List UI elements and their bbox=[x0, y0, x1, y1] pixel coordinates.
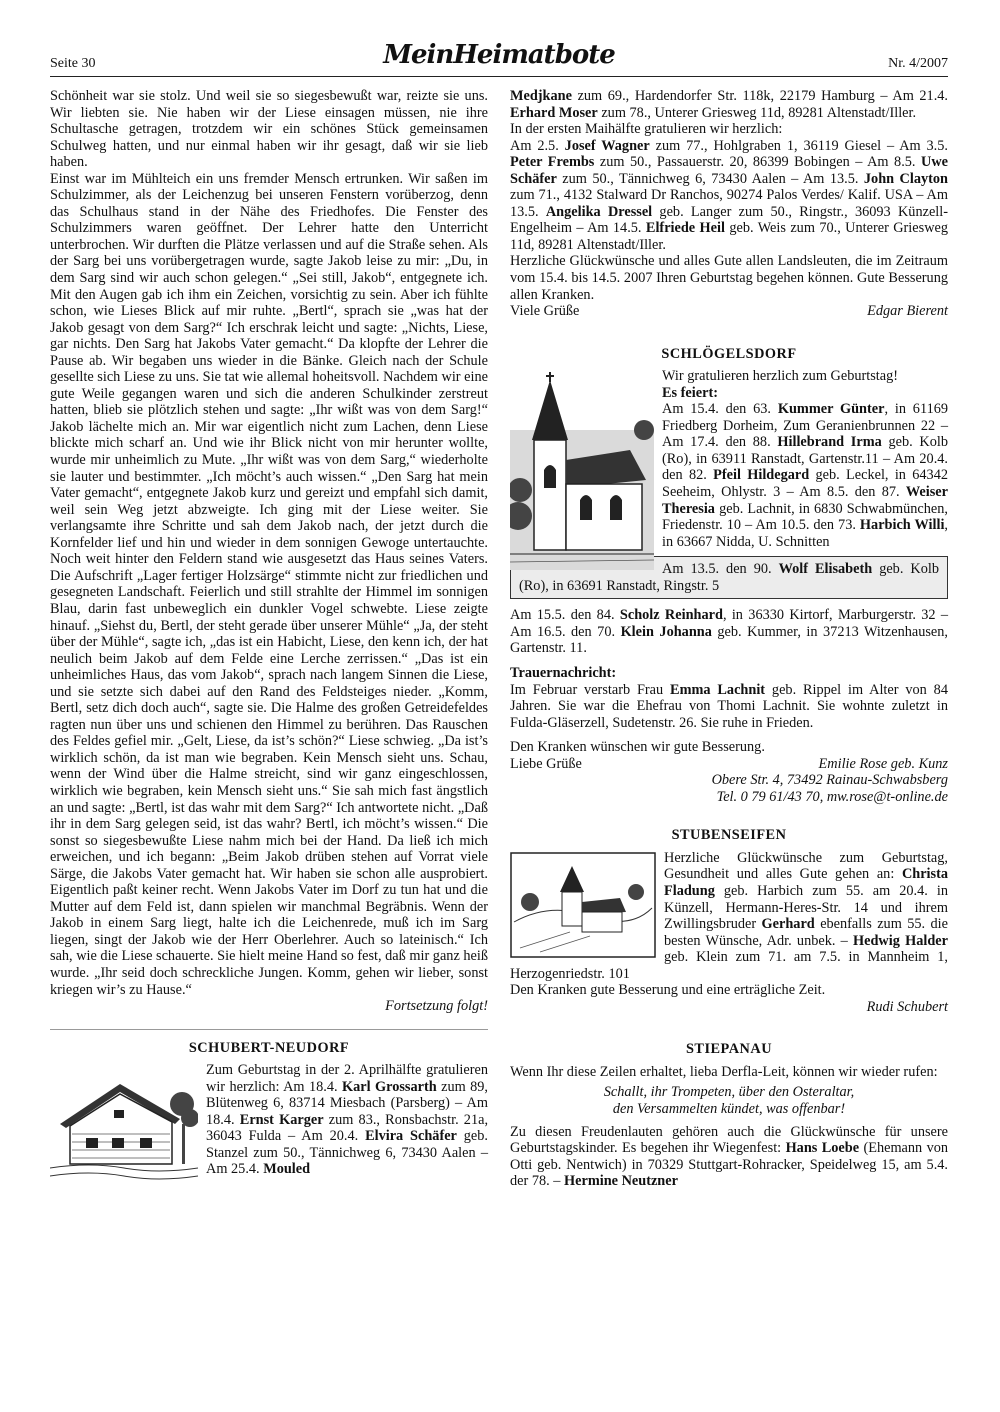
signature: Rudi Schubert bbox=[866, 998, 948, 1015]
continued-note: Fortsetzung folgt! bbox=[385, 998, 488, 1015]
page-header bbox=[50, 40, 948, 76]
section-heading-schloegelsdorf: SCHLÖGELSDORF bbox=[661, 345, 797, 362]
village-illustration bbox=[510, 852, 656, 958]
right-column bbox=[510, 88, 948, 1190]
church-illustration bbox=[510, 370, 654, 570]
story-paragraph: Schönheit war sie stolz. Und weil sie so siegesbewußt war, reizte sie uns. Wir liebten sie. Nie haben wir der Liese einsagen müssen, nie ihre Schultasche getragen, trotzdem wir ein schönes Stück gemeinsamen Schulweg hatten, und nur einmal haben wir ihr gesagt, daß wir sie lieb haben. bbox=[50, 88, 488, 171]
mourning-heading: Trauernachricht: bbox=[510, 664, 617, 681]
stubenseifen-text: Herzliche Glückwünsche zum Geburtstag, Gesundheit und alles Gute gehen an: Christa Fladung geb. Harbich zum 55. am 20.4. in Künzell, Hermann-Heres-Str. 14 und ihrem Zwillingsbruder Gerhard ebenfalls zum 55. die besten Wünsche, Adr. unbek. – Hedwig Halder geb. Klein zum 71. am 7.5. in Mannheim 1, Herzogenriedstr. 101 bbox=[510, 849, 949, 982]
section-heading-stiepanau: STIEPANAU bbox=[685, 1041, 773, 1058]
section-heading-stubenseifen: STUBENSEIFEN bbox=[671, 827, 787, 844]
signoff: Liebe Grüße Emilie Rose geb. Kunz bbox=[510, 755, 948, 772]
schloegelsdorf-text: Wir gratulieren herzlich zum Geburtstag! Es feiert: Am 15.4. den 63. Kummer Günter, in 61169 Friedberg Dorheim, Zum Geranienbrunnen 22 – Am 17.4. den 88. Hillebrand Irma geb. Kolb (Ro), in 63911 Ranstadt, Gartenstr.11 – Am 20.4. den 82. Pfeil Hildegard geb. Leckel, in 64342 Seeheim, Ohlystr. 3 – Am 8.5. den 87. Weiser Theresia geb. Lachnit, in 6830 Schwabmünchen, Friedenstr. 10 – Am 10.5. den 73. Harbich Willi, in 63667 Nidda, U. Schnitten bbox=[510, 368, 948, 550]
stiepanau-text: Zu diesen Freudenlauten gehören auch die Glückwünsche für unsere Geburtstagskinder. Es begehen ihr Wiegenfest: Hans Loebe (Ehemann von Otti geb. Nentwich) in 70329 Stuttgart-Rohracker, Speidelweg 15, am 5.4. der 78. – Hermine Neutzner bbox=[510, 1123, 949, 1190]
section-divider bbox=[50, 1029, 488, 1030]
schloegelsdorf-text-continued: Am 15.5. den 84. Scholz Reinhard, in 36330 Kirtorf, Marburgerstr. 32 – Am 16.5. den 70. Klein Johanna geb. Kummer, in 37213 Witzenhausen, Gartenstr. 11. bbox=[510, 607, 949, 657]
verse: Schallt, ihr Trompeten, über den Osteraltar, den Versammelten kündet, was offenbar! bbox=[603, 1084, 855, 1117]
issue-number: Nr. 4/2007 bbox=[888, 56, 948, 71]
stubenseifen-wishes: Den Kranken gute Besserung und eine erträgliche Zeit. bbox=[510, 982, 826, 999]
schubert-neudorf-text: Zum Geburtstag in der 2. Aprilhälfte gratulieren wir herzlich: Am 18.4. Karl Grossarth zum 89, Blütenweg 6, 83714 Miesbach (Parsberg) – Am 18.4. Ernst Karger zum 83., Ronsbachstr. 21a, 36043 Fulda – Am 20.4. Elvira Schäfer geb. Stanzel zum 50., Tännichweg 6, 73430 Aalen – Am 25.4. Mouled bbox=[50, 1062, 488, 1178]
birthday-list-may: Am 2.5. Josef Wagner zum 77., Hohlgraben 1, 36119 Giesel – Am 3.5. Peter Frembs zum 50., Passauerstr. 20, 86399 Bobingen – Am 8.5. Uwe Schäfer zum 50., Tännichweg 6, 73430 Aalen – Am 13.5. John Clayton zum 71., 4132 Stalward Dr Ranchos, 90274 Palos Verdes/ Kalif. USA – Am 13.5. Angelika Dressel geb. Langer zum 50., Ringstr., 36093 Künzell-Engelheim – Am 14.5. Elfriede Heil geb. Weis zum 70., Unterer Griesweg 11d, 89281 Altenstadt/Iller. bbox=[510, 137, 949, 253]
page-number: Seite 30 bbox=[50, 56, 96, 71]
masthead-logo: MeinHeimatbote bbox=[383, 40, 615, 70]
contact: Tel. 0 79 61/43 70, mw.rose@t-online.de bbox=[716, 788, 948, 805]
birthday-intro: In der ersten Maihälfte gratulieren wir herzlich: bbox=[510, 121, 783, 138]
signoff: Viele Grüße Edgar Bierent bbox=[510, 303, 948, 320]
address: Obere Str. 4, 73492 Rainau-Schwabsberg bbox=[711, 772, 948, 789]
left-column bbox=[50, 88, 488, 1184]
header-rule bbox=[50, 76, 948, 77]
wishes-text: Herzliche Glückwünsche und alles Gute allen Landsleuten, die im Zeitraum vom 15.4. bis 14.5. 2007 Ihren Geburtstag begehen können. Gute Besserung allen Kranken. bbox=[510, 253, 948, 303]
story-paragraph: Einst war im Mühlteich ein uns fremder Mensch ertrunken. Wir saßen im Schulzimmer, als der Leichenzug bei unseren Fenstern vorüberzog, denn das Schulhaus stand in der Nähe des Friedhofes. Die Fenster des Schulzimmers waren geöffnet. Der Lehrer hatte den Unterricht unterbrochen. Wir durften die Plätze verlassen und auf die Straße sehen. Als der Sarg bei uns vorübergetragen wurde, sagte Jakob leise zu mir: „Du, in dem Sarg sind wir auch schon gelegen.“ „Sei still, Jakob“, entgegnete ich. Mit den Augen gab ich ihm ein Zeichen, vorsichtig zu sein. Aber ich fühlte schon, wie Lieses Blick auf mir ruhte. „Bertl“, sprach sie „was hat der Jakob gesagt von dem Sarg?“ Ich erschrak leicht und sagte: „Nichts, Liese, gar nichts. Den Sarg hat Jakobs Vater gemacht.“ Da klopfte der Lehrer die Pause ab. Wir begaben uns wieder in die Bänke. Gleich nach der Schule gesellte sich Liese zu uns. Sie tat wie allemal hoheitsvoll. Nachdem wir eine gute Weile gegangen waren und sich die anderen Schulkinder zerstreut hatten, blieb sie plötzlich stehen und sagte: „Ihr wißt was von dem Sarg!“ Jakob lächelte mich an. Mir war eigentlich nicht zum Lachen, denn Liese blickte mich scharf an. Und wie ihr Blick nicht von mir herunter wollte, wurde mir unheimlich zu Mute. „Ihr wißt was von dem Sarg,“ wiederholte sie lauter und bestimmter. „Ich möcht’s auch wissen.“ „Den Sarg hat mein Vater gemacht“, entgegnete Jakob kurz und gereizt und empfahl sich damit, weil sein Weg jetzt abzweigte. Ich ging mit der Liese weiter. Sie verlangsamte ihre Schritte und sah dem Jakob nach, der jetzt durch die Kornfelder lief und hin und wieder in dem sonnigen Gewoge untertauchte. Noch weit hinter den Feldern stand wie ausgesetzt das Haus seines Vaters. Die Aufschrift „Lager fertiger Holzsärge“ stimmte nicht zur friedlichen und gesegneten Landschaft. Feierlich und still strahlte der Himmel im sonnigen Blau, darin fast unbeweglich ein dunkler Vogel schwebte. Liese zeigte hinauf. „Siehst du, Bertl, der steht gerade über unserer Mühle“ „Ja, der steht über der Mühle“, sagte ich, „das ist ein Habicht, Liese, den kenn ich, der hat neulich beim Jakob auf dem Felde eine Lerche zerrissen.“ „Das ist ein unheimliches Haus, das vom Jakob“, sprach nach langem Sinnen die Liese, und sie setzte sich dabei auf den Rand des Feldsteiges nieder. „Komm, Bertl, setz dich doch auch“, sagte sie. Die Halme des großen Getreidefeldes ragten nun über uns und schienen den Himmel zu berühren. Das Rauschen des Feldes gefiel mir. „Gelt, Liese, da ist’s schön?“ Liese schwieg. „Da ist’s wirklich schön, da ist man wie begraben. Kein Mensch sieht uns. Schau, wenn der Wind über die Halme streicht, sind wir ganz eingeschlossen, wirklich wie begraben, kein Mensch sieht uns.“ Sie sah mich fast ängstlich an und sagte: „Bertl, ist das wahr mit dem Sarg?“ Ich antwortete nicht. „Daß ihr in dem Sarg gelegen seid, ist das wahr? Bertl, ich möcht’s wissen.“ Die sonst so siegesbewußte Liese nahm mich bei der Hand. Da ließ ich mich erweichen, und ich begann: „Beim Jakob drüben stehen auf Vorrat viele Särge, die Jakobs Vater gemacht hat. Wir haben sie schon alle ausprobiert. Eigentlich paßt keiner recht. Wenn Jakobs Vater im Dorf zu tun hat und die Mutter auf dem Feld ist, dann spielen wir manchmal Begräbnis. Wenn der Jakob in einem Sarg liegt, halte ich die Leichenrede, muß ich im Sarg liegen, singt der Jakob wie der Herr Oberlehrer. Auch so lateinisch.“ Ich sah, wie die Liese schauerte. Sie hielt meine Hand so fest, daß mir ganz heiß wurde. „Ihr seid doch schreckliche Jungen. Komm, gehen wir lieber, sonst kriegen wir’s zu Hause.“ bbox=[50, 170, 488, 998]
section-heading-schubert-neudorf: SCHUBERT-NEUDORF bbox=[188, 1039, 350, 1056]
stiepanau-intro: Wenn Ihr diese Zeilen erhaltet, lieba Derfla-Leit, können wir wieder rufen: bbox=[510, 1063, 938, 1080]
mourning-text: Im Februar verstarb Frau Emma Lachnit geb. Rippel im Alter von 84 Jahren. Sie war die Ehefrau von Thomi Lachnit. Sie wohnte zuletzt in Fulda-Gläserzell, Sudetenstr. 26. Sie ruhe in Frieden. bbox=[510, 681, 948, 731]
farmhouse-illustration bbox=[50, 1064, 198, 1182]
birthday-list-continued: Medjkane zum 69., Hardendorfer Str. 118k, 22179 Hamburg – Am 21.4. Erhard Moser zum 78., Unterer Griesweg 11d, 89281 Altenstadt/Iller. bbox=[510, 88, 949, 121]
highlight-box: Am 13.5. den 90. Wolf Elisabeth geb. Kolb (Ro), in 63691 Ranstadt, Ringstr. 5 bbox=[510, 556, 948, 599]
sick-wishes: Den Kranken wünschen wir gute Besserung. bbox=[510, 739, 765, 756]
